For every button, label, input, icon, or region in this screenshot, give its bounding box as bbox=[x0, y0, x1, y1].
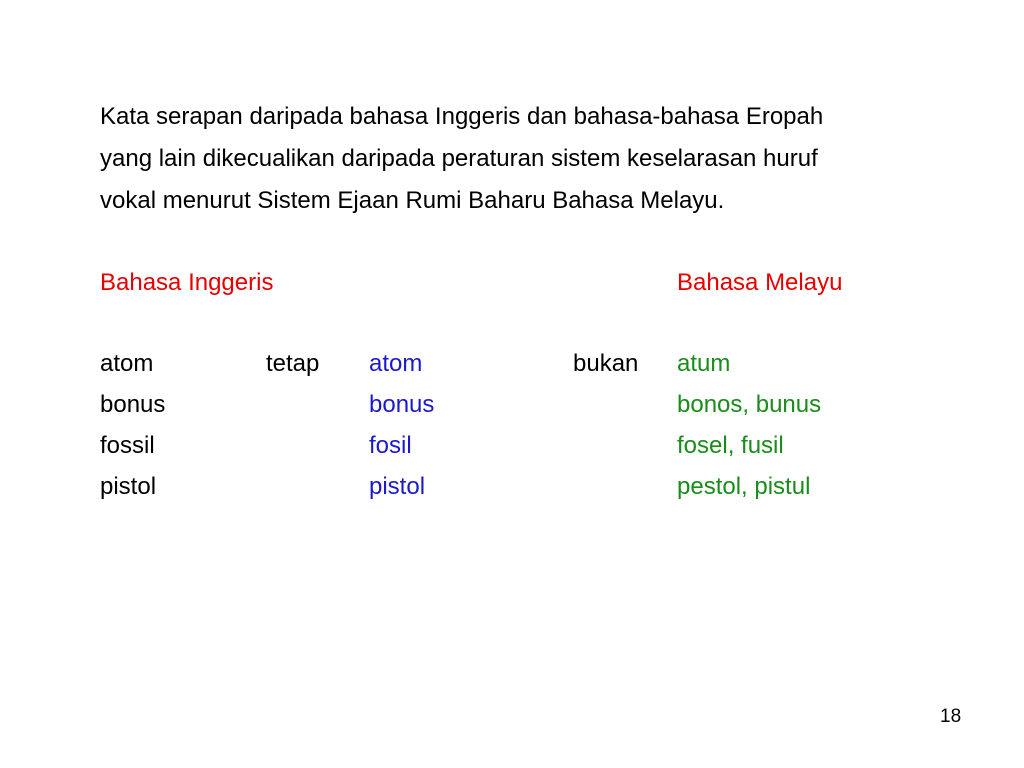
heading-english: Bahasa Inggeris bbox=[100, 269, 274, 296]
page-number: 18 bbox=[940, 706, 962, 727]
english-word: pistol bbox=[100, 473, 157, 500]
intro-paragraph bbox=[100, 96, 980, 222]
word-comparison-table bbox=[0, 345, 1024, 509]
tetap-label: tetap bbox=[266, 350, 320, 377]
correct-spelling: pistol bbox=[369, 473, 426, 500]
incorrect-spelling: pestol, pistul bbox=[677, 473, 811, 500]
heading-malay: Bahasa Melayu bbox=[677, 269, 843, 296]
incorrect-spelling: fosel, fusil bbox=[677, 432, 784, 459]
incorrect-spelling: bonos, bunus bbox=[677, 391, 822, 418]
correct-spelling: fosil bbox=[369, 432, 412, 459]
english-word: bonus bbox=[100, 391, 166, 418]
table-row bbox=[0, 386, 1024, 427]
intro-line: yang lain dikecualikan daripada peraturan sistem keselarasan huruf bbox=[100, 145, 818, 172]
intro-line: Kata serapan daripada bahasa Inggeris dan bahasa-bahasa Eropah bbox=[100, 103, 824, 130]
english-word: atom bbox=[100, 350, 154, 377]
table-row bbox=[0, 427, 1024, 468]
incorrect-spelling: atum bbox=[677, 350, 731, 377]
correct-spelling: atom bbox=[369, 350, 423, 377]
table-row bbox=[0, 468, 1024, 509]
correct-spelling: bonus bbox=[369, 391, 435, 418]
bukan-label: bukan bbox=[573, 350, 639, 377]
english-word: fossil bbox=[100, 432, 155, 459]
table-row bbox=[0, 345, 1024, 386]
intro-line: vokal menurut Sistem Ejaan Rumi Baharu Bahasa Melayu. bbox=[100, 187, 725, 214]
